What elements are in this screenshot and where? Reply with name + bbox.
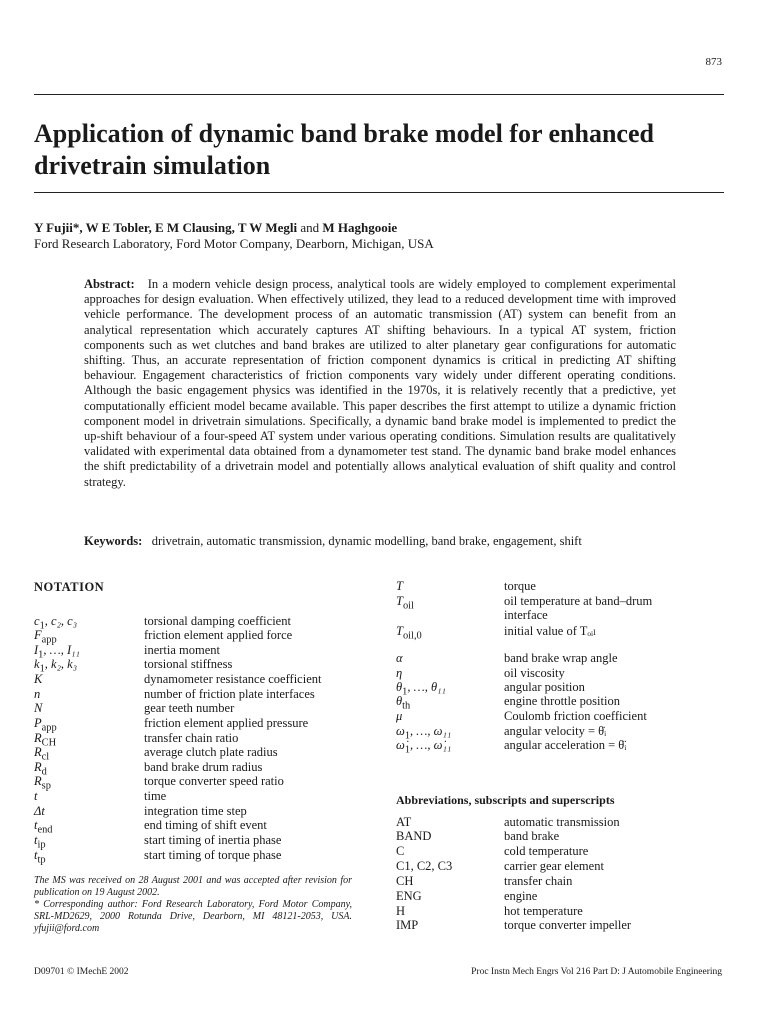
symbol-base: α — [396, 651, 403, 665]
symbol-subscript: 1 — [39, 620, 45, 632]
abbreviation-description: torque converter impeller — [504, 918, 632, 932]
symbol-base: N — [34, 701, 43, 715]
symbol-subscript: 1 — [402, 686, 408, 698]
top-rule — [34, 94, 724, 95]
symbol-base: η — [396, 666, 403, 680]
symbol-rest: , …, θ₁₁ — [407, 680, 446, 694]
notation-description: dynamometer resistance coefficient — [144, 672, 322, 686]
abbreviation-code: AT — [396, 815, 412, 829]
notation-description: torsional stiffness — [144, 657, 233, 671]
symbol-base: R — [34, 774, 42, 788]
abbreviation-description: automatic transmission — [504, 815, 620, 829]
notation-description: initial value of Tₒᵢₗ — [504, 624, 597, 638]
author-last: M Haghgooie — [322, 220, 398, 235]
symbol-base: t — [34, 848, 38, 862]
symbol-base: t — [34, 833, 38, 847]
symbol-base: T — [396, 594, 403, 608]
notation-heading: NOTATION — [34, 580, 105, 594]
notation-description: friction element applied pressure — [144, 716, 309, 730]
notation-description: torque — [504, 579, 536, 593]
symbol-subscript: app — [41, 722, 57, 734]
keywords-text: drivetrain, automatic transmission, dynamic modelling, band brake, engagement, shift — [151, 534, 582, 548]
abbreviation-code: C — [396, 844, 405, 858]
symbol-subscript: oil — [402, 600, 414, 612]
author-names: Y Fujii*, W E Tobler, E M Clausing, T W Megli — [34, 220, 298, 235]
notation-description: oil viscosity — [504, 666, 565, 680]
symbol-base: ω — [396, 724, 405, 738]
symbol-base: Δt — [34, 804, 45, 818]
notation-symbol — [34, 687, 40, 701]
notation-symbol — [34, 672, 42, 686]
notation-description: angular position — [504, 680, 585, 694]
abbreviation-code: CH — [396, 874, 414, 888]
notation-description: start timing of inertia phase — [144, 833, 282, 847]
symbol-base: t — [34, 818, 38, 832]
symbol-subscript: d — [41, 766, 47, 778]
notation-description: oil temperature at band–drum — [504, 594, 653, 608]
symbol-subscript: tp — [37, 854, 46, 866]
footnote — [34, 875, 352, 935]
symbol-base: P — [34, 716, 42, 730]
notation-symbol — [396, 709, 402, 723]
notation-symbol — [396, 579, 403, 593]
notation-symbol — [396, 651, 403, 665]
abbreviation-description: cold temperature — [504, 844, 589, 858]
affiliation: Ford Research Laboratory, Ford Motor Company, Dearborn, Michigan, USA — [34, 236, 434, 251]
abbreviation-code: BAND — [396, 829, 432, 843]
author-and: and — [300, 220, 320, 235]
abstract-text: In a modern vehicle design process, analytical tools are widely employed to complement experimental approaches for design evaluation. When effectively utilized, they lead to a reduced development time with improved vehicle performance. The development process of an automatic transmission (AT) system can benefit from an analytical representation which accurately captures AT shifting behaviours. In a typical AT system, friction components such as wet clutches and band brakes are utilized to alter planetary gear configurations for automatic shifting. Thus, an accurate representation of friction component dynamics is critical in predicting AT shifting behaviour. Engagement characteristics of friction components vary widely under different operating conditions. Although the basic engagement physics was identified in the 1970s, it is relatively recently that a predictive, yet computationally efficient model became available. This paper describes the first attempt to utilize a dynamic friction component model in drivetrain simulations. Specifically, a dynamic band brake model is implemented to predict the up-shift behaviour of a four-speed AT system under various operating conditions. Simulation results are qualitatively validated with experimental data obtained from a dynamometer test stand. The dynamic band brake model enhances the shift predictability of a drivetrain model and potentially allows analytical evaluation of shift quality and control strategy. — [84, 277, 676, 489]
symbol-rest: , …, I₁₁ — [43, 643, 80, 657]
notation-symbol — [396, 594, 414, 614]
symbol-base: I — [34, 643, 39, 657]
notation-symbol — [34, 789, 37, 803]
symbol-subscript: 1 — [404, 744, 411, 756]
symbol-subscript: th — [402, 700, 411, 712]
authors — [34, 220, 397, 236]
notation-description: start timing of torque phase — [144, 848, 282, 862]
abbreviation-code: IMP — [396, 918, 419, 932]
notation-description: number of friction plate interfaces — [144, 687, 315, 701]
notation-description: band brake wrap angle — [504, 651, 618, 665]
symbol-subscript: 1 — [39, 663, 45, 675]
keywords-label: Keywords: — [84, 534, 143, 548]
notation-description: transfer chain ratio — [144, 731, 239, 745]
symbol-rest: , …, ω̇₁₁ — [410, 738, 452, 752]
symbol-subscript: app — [41, 634, 57, 646]
abstract — [84, 277, 676, 490]
notation-description: band brake drum radius — [144, 760, 263, 774]
symbol-subscript: end — [37, 824, 53, 836]
symbol-base: R — [34, 760, 42, 774]
notation-description: engine throttle position — [504, 694, 620, 708]
notation-description: interface — [504, 608, 548, 622]
notation-symbol — [34, 701, 42, 715]
symbol-subscript: 1 — [38, 649, 44, 661]
notation-description: time — [144, 789, 167, 803]
notation-description: torque converter speed ratio — [144, 774, 284, 788]
symbol-base: c — [34, 614, 40, 628]
symbol-subscript: sp — [41, 780, 51, 792]
notation-description: inertia moment — [144, 643, 221, 657]
paper-title: Application of dynamic band brake model for enhanced drivetrain simulation — [34, 119, 654, 180]
notation-description: friction element applied force — [144, 628, 293, 642]
notation-description: Coulomb friction coefficient — [504, 709, 647, 723]
symbol-base: R — [34, 731, 42, 745]
abbreviation-code: C1, C2, C3 — [396, 859, 453, 873]
symbol-rest: , …, ω₁₁ — [410, 724, 452, 738]
symbol-subscript: 1 — [404, 730, 411, 742]
symbol-rest: , c₂, c₃ — [44, 614, 78, 628]
title-rule — [34, 192, 724, 193]
page-number: 873 — [705, 56, 722, 68]
symbol-subscript: cl — [41, 751, 50, 763]
symbol-base: k — [34, 657, 40, 671]
abbreviation-code: ENG — [396, 889, 422, 903]
notation-symbol — [396, 624, 422, 644]
notation-description: gear teeth number — [144, 701, 235, 715]
symbol-base: μ — [396, 709, 403, 723]
symbol-base: F — [34, 628, 42, 642]
abbreviation-description: band brake — [504, 829, 560, 843]
abbreviation-code: H — [396, 904, 406, 918]
symbol-base: n — [34, 687, 41, 701]
footer-copyright: D09701 © IMechE 2002 — [34, 967, 129, 977]
footnote-corresponding: * Corresponding author: Ford Research Laboratory, Ford Motor Company, SRL-MD2629, 2000 Rotunda Drive, Dearborn, MI 48121-2053, USA. yfujii@ford.com — [34, 899, 352, 934]
keywords — [84, 534, 684, 549]
notation-description: end timing of shift event — [144, 818, 267, 832]
abbreviation-description: engine — [504, 889, 538, 903]
abstract-label: Abstract: — [84, 277, 135, 291]
symbol-base: ω̇ — [396, 738, 405, 752]
notation-description: integration time step — [144, 804, 247, 818]
footer-journal: Proc Instn Mech Engrs Vol 216 Part D: J Automobile Engineering — [471, 967, 722, 977]
symbol-base: K — [34, 672, 43, 686]
notation-symbol — [396, 738, 451, 758]
abbreviations-heading: Abbreviations, subscripts and superscripts — [396, 793, 615, 807]
symbol-subscript: oil,0 — [402, 630, 422, 642]
symbol-base: R — [34, 745, 42, 759]
notation-symbol — [396, 666, 402, 680]
notation-description: angular velocity = θ̇ᵢ — [504, 724, 607, 738]
symbol-base: T — [396, 579, 403, 593]
footnote-received: The MS was received on 28 August 2001 and was accepted after revision for publication on 19 August 2002. — [34, 875, 352, 898]
symbol-base: θ — [396, 680, 403, 694]
symbol-subscript: ip — [37, 839, 46, 851]
abbreviation-description: transfer chain — [504, 874, 573, 888]
abbreviation-description: hot temperature — [504, 904, 583, 918]
notation-symbol — [34, 848, 46, 868]
symbol-base: T — [396, 624, 403, 638]
symbol-base: t — [34, 789, 38, 803]
symbol-rest: , k₂, k₃ — [44, 657, 78, 671]
symbol-base: θ — [396, 694, 403, 708]
abbreviation-description: carrier gear element — [504, 859, 604, 873]
symbol-subscript: CH — [41, 737, 57, 749]
notation-symbol — [34, 804, 45, 818]
notation-description: average clutch plate radius — [144, 745, 278, 759]
notation-description: torsional damping coefficient — [144, 614, 291, 628]
notation-description: angular acceleration = θ̈ᵢ — [504, 738, 627, 752]
